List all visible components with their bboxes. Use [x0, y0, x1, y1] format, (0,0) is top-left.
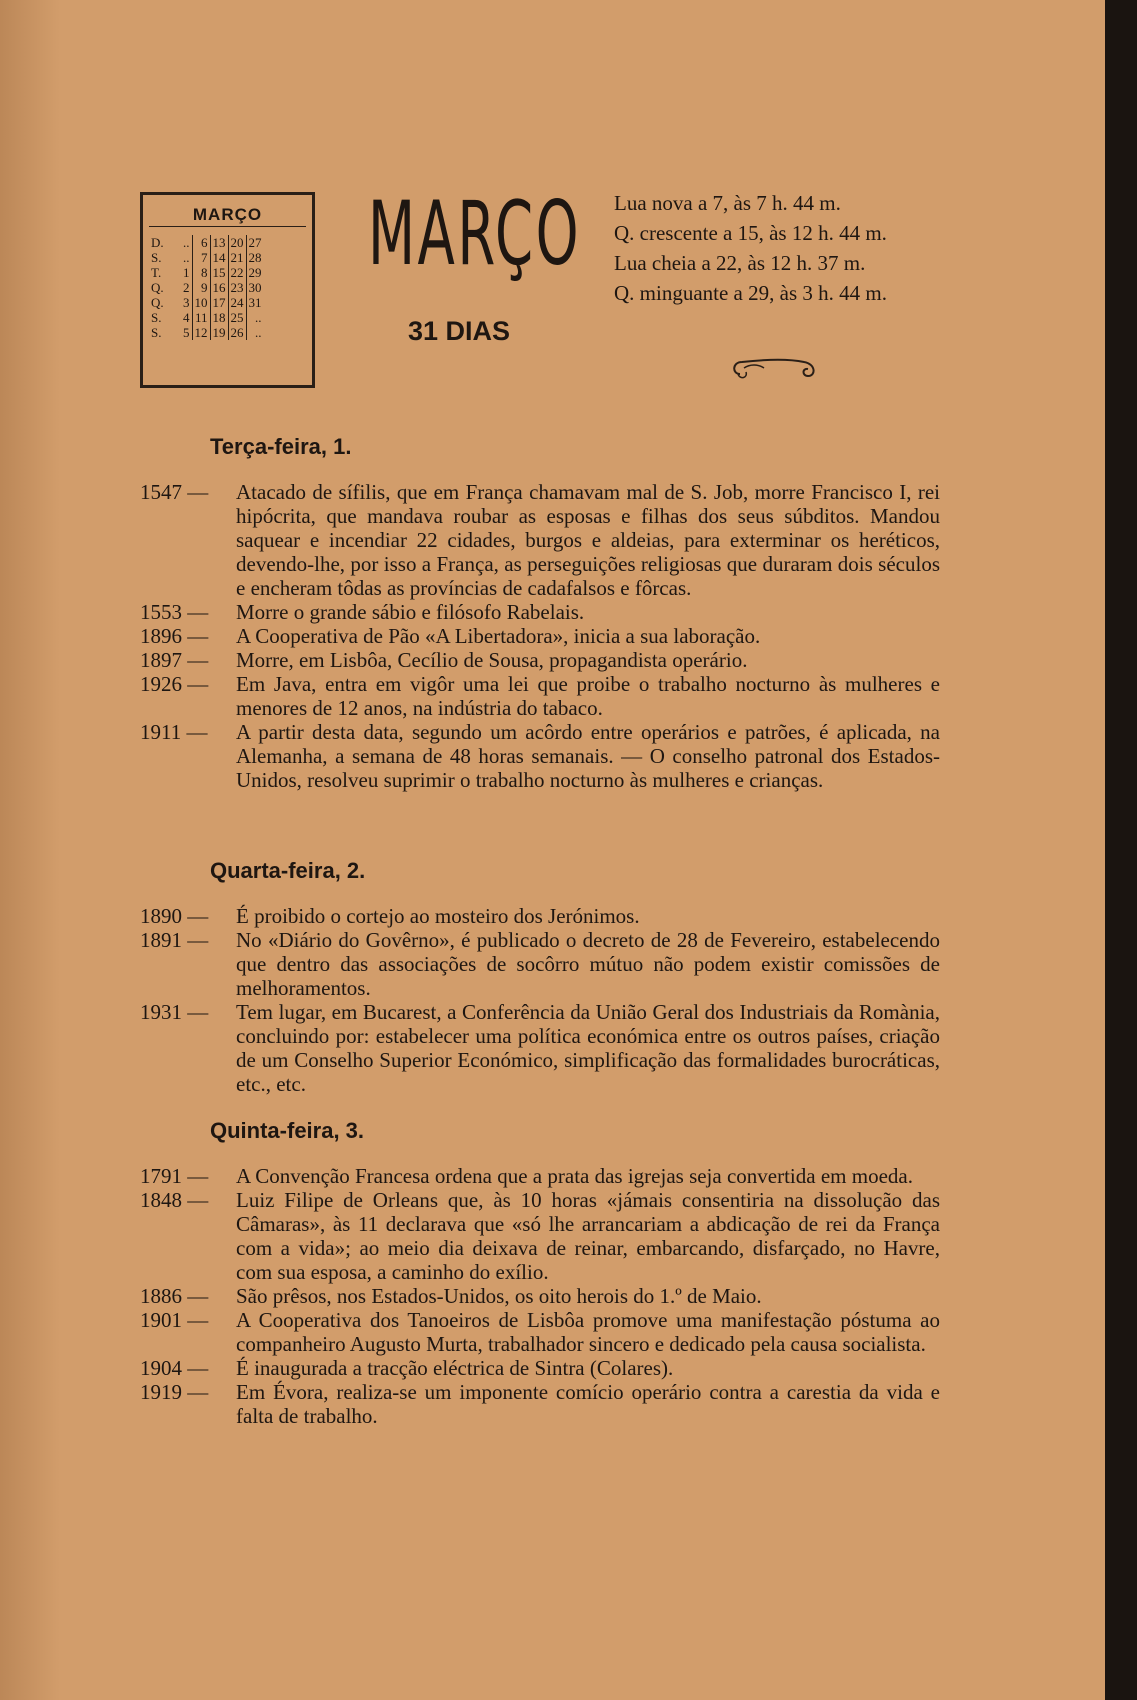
- mini-calendar-day: 9: [192, 280, 210, 295]
- mini-calendar-weekday: S.: [151, 310, 162, 325]
- mini-calendar: [140, 192, 315, 388]
- entry-text: Em Évora, realiza-se um imponente comício operário contra a carestia da vida e falta de trabalho.: [236, 1380, 940, 1428]
- mini-calendar-day: 16: [210, 280, 228, 295]
- day-entries-2: [140, 904, 940, 1096]
- mini-calendar-row: [149, 265, 264, 280]
- entry-year: 1553 —: [140, 600, 209, 624]
- mini-calendar-day: 6: [192, 235, 210, 250]
- mini-calendar-day: 17: [210, 295, 228, 310]
- entry-text: Luiz Filipe de Orleans que, às 10 horas «jámais consentiria na dissolução das Câmaras», às 11 declarava que «só lhe arrancariam a abdicação de rei da França com a vida»; ao meio dia deixava de reinar, embarcando, disfarçado, no Havre, com sua esposa, a caminho do exílio.: [236, 1188, 940, 1284]
- entry: [140, 1000, 940, 1096]
- mini-calendar-day: 31: [246, 295, 264, 310]
- entry: [140, 904, 940, 928]
- mini-calendar-row: [149, 280, 264, 295]
- mini-calendar-day: 4: [183, 310, 190, 325]
- mini-calendar-weekday: Q.: [151, 280, 164, 295]
- mini-calendar-day: 19: [210, 325, 228, 340]
- book-page-edge: [1105, 0, 1137, 1700]
- mini-calendar-day: 2: [183, 280, 190, 295]
- entry: [140, 720, 940, 792]
- mini-calendar-day: ..: [246, 325, 264, 340]
- entry-text: Atacado de sífilis, que em França chamavam mal de S. Job, morre Francisco I, rei hipócrita, que mandava roubar as esposas e filhas dos seus súbditos. Mandou saquear e incendiar 22 cidades, burgos e aldeias, para exterminar os heréticos, devendo-lhe, por isso a França, as perseguições religiosas que duraram dois séculos e encheram tôdas as províncias de cadafalsos e fôrcas.: [236, 480, 940, 600]
- mini-calendar-day: 22: [228, 265, 246, 280]
- entry: [140, 480, 940, 600]
- entry: [140, 600, 940, 624]
- entry-year: 1926 —: [140, 672, 209, 696]
- mini-calendar-row: [149, 325, 264, 340]
- days-count: 31 DIAS: [408, 316, 511, 346]
- mini-calendar-day: 30: [246, 280, 264, 295]
- mini-calendar-row: [149, 295, 264, 310]
- entry-text: A Cooperativa dos Tanoeiros de Lisbôa promove uma manifestação póstuma ao companheiro Augusto Murta, trabalhador sincero e dedicado pela causa socialista.: [236, 1308, 940, 1356]
- mini-calendar-day: 13: [210, 235, 228, 250]
- month-title: MARÇO: [368, 182, 582, 285]
- mini-calendar-day: 1: [183, 265, 190, 280]
- entry-text: É proibido o cortejo ao mosteiro dos Jerónimos.: [236, 904, 640, 928]
- entry-year: 1848 —: [140, 1188, 209, 1212]
- mini-calendar-day: 29: [246, 265, 264, 280]
- entry-year: 1901 —: [140, 1308, 209, 1332]
- mini-calendar-day: 7: [192, 250, 210, 265]
- entry-text: Morre, em Lisbôa, Cecílio de Sousa, propagandista operário.: [236, 648, 748, 672]
- entry: [140, 1308, 940, 1356]
- mini-calendar-day: 11: [192, 310, 210, 325]
- moon-phase-new: Lua nova a 7, às 7 h. 44 m.: [614, 191, 841, 215]
- mini-calendar-day: 8: [192, 265, 210, 280]
- mini-calendar-day: 3: [183, 295, 190, 310]
- mini-calendar-day: ..: [183, 250, 190, 265]
- mini-calendar-day: 12: [192, 325, 210, 340]
- mini-calendar-day: 10: [192, 295, 210, 310]
- mini-calendar-day: 20: [228, 235, 246, 250]
- mini-calendar-weekday: D.: [151, 235, 164, 250]
- entry: [140, 1380, 940, 1428]
- mini-calendar-day: 18: [210, 310, 228, 325]
- moon-phase-first-quarter: Q. crescente a 15, às 12 h. 44 m.: [614, 221, 887, 245]
- mini-calendar-day: 21: [228, 250, 246, 265]
- mini-calendar-day: 23: [228, 280, 246, 295]
- mini-calendar-day: 24: [228, 295, 246, 310]
- mini-calendar-day: 25: [228, 310, 246, 325]
- entry-year: 1896 —: [140, 624, 209, 648]
- mini-calendar-day: 28: [246, 250, 264, 265]
- day-heading-2: Quarta-feira, 2.: [210, 858, 366, 883]
- mini-calendar-day: ..: [246, 310, 264, 325]
- entry-year: 1891 —: [140, 928, 209, 952]
- mini-calendar-weekday: Q.: [151, 295, 164, 310]
- entry-year: 1904 —: [140, 1356, 209, 1380]
- mini-calendar-row: [149, 250, 264, 265]
- entry: [140, 672, 940, 720]
- entry-year: 1886 —: [140, 1284, 209, 1308]
- mini-calendar-weekday: T.: [151, 265, 162, 280]
- entry: [140, 1356, 940, 1380]
- day-entries-1: [140, 480, 940, 792]
- mini-calendar-title: MARÇO: [149, 195, 306, 227]
- entry: [140, 1164, 940, 1188]
- entry-year: 1791 —: [140, 1164, 209, 1188]
- entry-text: É inaugurada a tracção eléctrica de Sintra (Colares).: [236, 1356, 674, 1380]
- mini-calendar-day: 26: [228, 325, 246, 340]
- mini-calendar-grid: [149, 235, 264, 340]
- entry-text: A Cooperativa de Pão «A Libertadora», inicia a sua laboração.: [236, 624, 761, 648]
- entry-year: 1931 —: [140, 1000, 209, 1024]
- day-heading-3: Quinta-feira, 3.: [210, 1118, 365, 1143]
- mini-calendar-day: 15: [210, 265, 228, 280]
- mini-calendar-day: 5: [183, 325, 190, 340]
- mini-calendar-day: 27: [246, 235, 264, 250]
- scroll-ornament-icon: [730, 352, 826, 382]
- entry: [140, 1188, 940, 1284]
- mini-calendar-day: 14: [210, 250, 228, 265]
- moon-phase-last-quarter: Q. minguante a 29, às 3 h. 44 m.: [614, 281, 887, 305]
- entry-year: 1911 —: [140, 720, 208, 744]
- moon-phases: [614, 188, 887, 308]
- entry-text: A partir desta data, segundo um acôrdo entre operários e patrões, é aplicada, na Alemanha, a semana de 48 horas semanais. — O conselho patronal dos Estados-Unidos, resolveu suprimir o trabalho nocturno às mulheres e crianças.: [236, 720, 940, 792]
- entry-text: São prêsos, nos Estados-Unidos, os oito herois do 1.º de Maio.: [236, 1284, 762, 1308]
- mini-calendar-row: [149, 310, 264, 325]
- entry-year: 1897 —: [140, 648, 209, 672]
- moon-phase-full: Lua cheia a 22, às 12 h. 37 m.: [614, 251, 866, 275]
- day-heading-1: Terça-feira, 1.: [210, 434, 352, 459]
- entry-year: 1547 —: [140, 480, 209, 504]
- entry-year: 1890 —: [140, 904, 209, 928]
- entry-text: Tem lugar, em Bucarest, a Conferência da União Geral dos Industriais da Romània, concluindo por: estabelecer uma política económica entre os outros países, criação de um Conselho Superior Económico, simplificação das formalidades burocráticas, etc., etc.: [236, 1000, 940, 1096]
- entry-text: Morre o grande sábio e filósofo Rabelais.: [236, 600, 585, 624]
- mini-calendar-weekday: S.: [151, 325, 162, 340]
- entry: [140, 648, 940, 672]
- entry-year: 1919 —: [140, 1380, 209, 1404]
- day-entries-3: [140, 1164, 940, 1428]
- entry-text: Em Java, entra em vigôr uma lei que proibe o trabalho nocturno às mulheres e menores de 12 anos, na indústria do tabaco.: [236, 672, 940, 720]
- entry: [140, 1284, 940, 1308]
- mini-calendar-row: [149, 235, 264, 250]
- mini-calendar-weekday: S.: [151, 250, 162, 265]
- entry: [140, 624, 940, 648]
- mini-calendar-day: ..: [183, 235, 190, 250]
- entry-text: A Convenção Francesa ordena que a prata das igrejas seja convertida em moeda.: [236, 1164, 913, 1188]
- entry-text: No «Diário do Govêrno», é publicado o decreto de 28 de Fevereiro, estabelecendo que dentro das associações de socôrro mútuo não podem existir comissões de melhoramentos.: [236, 928, 940, 1000]
- entry: [140, 928, 940, 1000]
